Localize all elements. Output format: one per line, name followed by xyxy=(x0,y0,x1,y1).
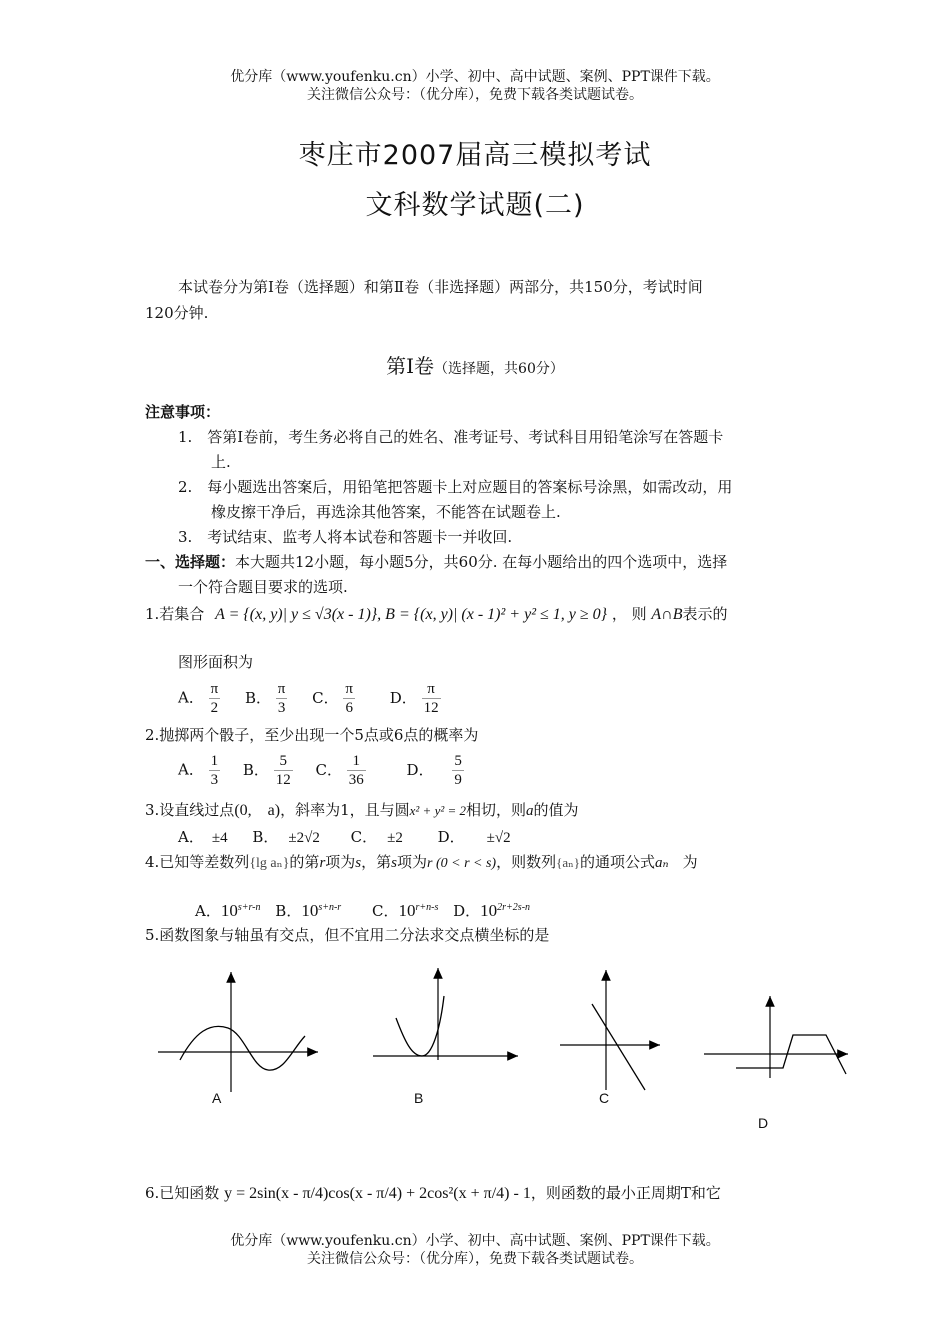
q1-frac-d: $\frac{\pi}{12}$ xyxy=(423,681,439,716)
q1-options xyxy=(178,680,441,717)
q4-val-d: 10 xyxy=(480,901,498,920)
footer-line-1: 优分库（www.youfenku.cn）小学、初中、高中试题、案例、PPT课件下载。 xyxy=(230,1233,720,1249)
q2-frac-a: $\frac{1}{3}$ xyxy=(210,753,219,788)
footer-line-2: 关注微信公众号：（优分库），免费下载各类试题试卷。 xyxy=(307,1251,643,1267)
q4-t6: 的通项公式 xyxy=(579,853,655,871)
q1-sets: A = {(x, y)| y ≤ √3(x - 1)}, B = {(x, y)| (x - 1)² + y² ≤ 1, y ≥ 0} xyxy=(215,606,608,623)
q1-pre: 1.若集合 xyxy=(145,605,205,623)
q4-s2: s xyxy=(391,855,397,871)
q2-option-b: B． xyxy=(242,760,269,779)
q3-option-b: B． xyxy=(252,828,279,846)
q1-frac-a: $\frac{\pi}{2}$ xyxy=(210,681,219,716)
notes-label: 注意事项： xyxy=(145,403,221,421)
section-heading-sub: （选择题，共60分） xyxy=(434,361,564,377)
header-line-2: 关注微信公众号：（优分库），免费下载各类试题试卷。 xyxy=(307,87,643,103)
q1-frac-b: $\frac{\pi}{3}$ xyxy=(277,681,286,716)
graph-label-c: C xyxy=(599,1090,610,1106)
q3-option-c: C． xyxy=(350,828,378,846)
q4-t3: ，第 xyxy=(361,853,392,871)
graph-d xyxy=(704,996,848,1078)
note-2-line-1: 2. 每小题选出答案后，用铅笔把答题卡上对应题目的答案标号涂黑，如需改动，用 xyxy=(178,478,733,496)
q3-option-d: D． xyxy=(437,828,465,846)
q4-val-b: 10 xyxy=(301,901,319,920)
q1-option-c: C． xyxy=(312,688,339,707)
note-3: 3. 考试结束、监考人将本试卷和答题卡一并收回. xyxy=(178,528,513,546)
q3-option-a: A． xyxy=(178,828,204,846)
note-1-line-2: 上. xyxy=(211,453,231,471)
q3-mid: ，斜率为1，且与圆 xyxy=(280,801,410,819)
q3-point: (0, a) xyxy=(234,802,281,819)
part1-label: 一、选择题： xyxy=(145,553,236,571)
graph-a-curve xyxy=(180,1026,305,1070)
q1-mid: ， 则 xyxy=(611,605,647,623)
q4-pre: 4.已知等差数列 xyxy=(145,853,250,871)
q3-post: 相切，则 xyxy=(466,801,527,819)
question-2: 2.抛掷两个骰子，至少出现一个5点或6点的概率为 xyxy=(145,726,479,744)
page-subtitle: 文科数学试题(二) xyxy=(365,190,585,221)
intro-line-2: 120分钟. xyxy=(145,304,209,322)
graph-b xyxy=(373,968,518,1060)
q1-option-d: D． xyxy=(389,688,417,707)
question-4 xyxy=(145,852,698,874)
graph-b-curve xyxy=(396,996,444,1056)
header-line-1: 优分库（www.youfenku.cn）小学、初中、高中试题、案例、PPT课件下载。 xyxy=(230,69,720,85)
q3-val-b: ±2√2 xyxy=(288,830,320,846)
q6-post: ，则函数的最小正周期T和它 xyxy=(530,1184,721,1202)
q2-options xyxy=(178,752,464,789)
q1-line-2: 图形面积为 xyxy=(178,653,254,671)
part1-line-1 xyxy=(145,552,727,572)
intro-line-1: 本试卷分为第Ⅰ卷（选择题）和第Ⅱ卷（非选择题）两部分，共150分，考试时间 xyxy=(178,278,703,296)
note-1-line-1: 1. 答第Ⅰ卷前，考生务必将自己的姓名、准考证号、考试科目用铅笔涂写在答题卡 xyxy=(178,428,724,446)
q4-s: s xyxy=(355,855,362,871)
q4-t7: 为 xyxy=(682,853,698,871)
q4-options xyxy=(195,900,530,921)
q3-end: 的值为 xyxy=(533,801,579,819)
q4-seq: {lg aₙ} xyxy=(249,856,290,871)
q3-circle: x² + y² = 2 xyxy=(409,803,467,818)
q6-formula: y = 2sin(x - π/4)cos(x - π/4) + 2cos²(x + π/4) - 1 xyxy=(224,1185,531,1202)
q6-pre: 6.已知函数 xyxy=(145,1184,220,1202)
q1-option-a: A． xyxy=(178,688,204,707)
q4-t5: ，则数列 xyxy=(496,853,557,871)
graph-c xyxy=(560,970,660,1090)
graph-a xyxy=(158,972,318,1092)
q4-t1: 的第 xyxy=(289,853,320,871)
question-6 xyxy=(145,1183,721,1204)
q2-frac-b: $\frac{5}{12}$ xyxy=(275,753,291,788)
q4-exp-b: s+n-r xyxy=(318,902,342,913)
q4-cond: r (0 < r < s) xyxy=(427,856,497,871)
q3-val-c: ±2 xyxy=(387,830,403,846)
q4-option-b: B． xyxy=(275,902,302,920)
note-2-line-2: 橡皮擦干净后，再选涂其他答案，不能答在试题卷上. xyxy=(211,503,561,521)
q2-option-d: D． xyxy=(406,760,434,779)
part1-line-2: 一个符合题目要求的选项. xyxy=(178,578,348,596)
section-heading xyxy=(0,350,950,379)
q1-option-b: B． xyxy=(244,688,272,707)
q3-pre: 3.设直线过点 xyxy=(145,801,235,819)
question-3 xyxy=(145,800,579,821)
section-heading-main: 第Ⅰ卷 xyxy=(386,354,435,378)
question-5: 5.函数图象与轴虽有交点，但不宜用二分法求交点横坐标的是 xyxy=(145,926,550,944)
q4-option-c: C． xyxy=(371,902,399,920)
q4-t4: 项为 xyxy=(397,853,428,871)
q1-frac-c: $\frac{\pi}{6}$ xyxy=(345,681,353,716)
q3-var: a xyxy=(526,803,534,819)
q4-val-c: 10 xyxy=(398,901,416,920)
q4-option-d: D． xyxy=(453,902,481,920)
graph-label-a: A xyxy=(212,1090,222,1106)
q4-seq2: {aₙ} xyxy=(556,855,580,870)
q1-post: 表示的 xyxy=(682,605,728,623)
q3-val-a: ±4 xyxy=(211,830,228,846)
q4-exp-c: r+n-s xyxy=(415,902,439,913)
q3-val-d: ±√2 xyxy=(486,830,511,846)
q3-options xyxy=(178,826,511,847)
q4-exp-d: 2r+2s-n xyxy=(497,902,531,913)
question-1 xyxy=(145,604,728,625)
part1-text-1: 本大题共12小题，每小题5分，共60分. 在每小题给出的四个选项中，选择 xyxy=(235,553,728,571)
graph-c-line xyxy=(592,1004,645,1090)
q2-option-a: A． xyxy=(178,760,204,779)
q2-frac-c: $\frac{1}{36}$ xyxy=(348,753,364,788)
q4-t2: 项为 xyxy=(325,853,356,871)
graph-label-b: B xyxy=(414,1090,424,1106)
q2-option-c: C． xyxy=(315,760,342,779)
page-title: 枣庄市2007届高三模拟考试 xyxy=(298,140,652,171)
q5-graphs xyxy=(0,960,950,1140)
q4-an: aₙ xyxy=(655,855,669,871)
q4-r: r xyxy=(319,855,326,871)
graph-label-d: D xyxy=(758,1115,769,1131)
q4-exp-a: s+r-n xyxy=(237,902,261,913)
q1-intersection: A∩B xyxy=(651,606,683,623)
q4-val-a: 10 xyxy=(220,901,238,920)
q2-frac-d: $\frac{5}{9}$ xyxy=(454,753,462,788)
q4-option-a: A． xyxy=(195,902,221,920)
